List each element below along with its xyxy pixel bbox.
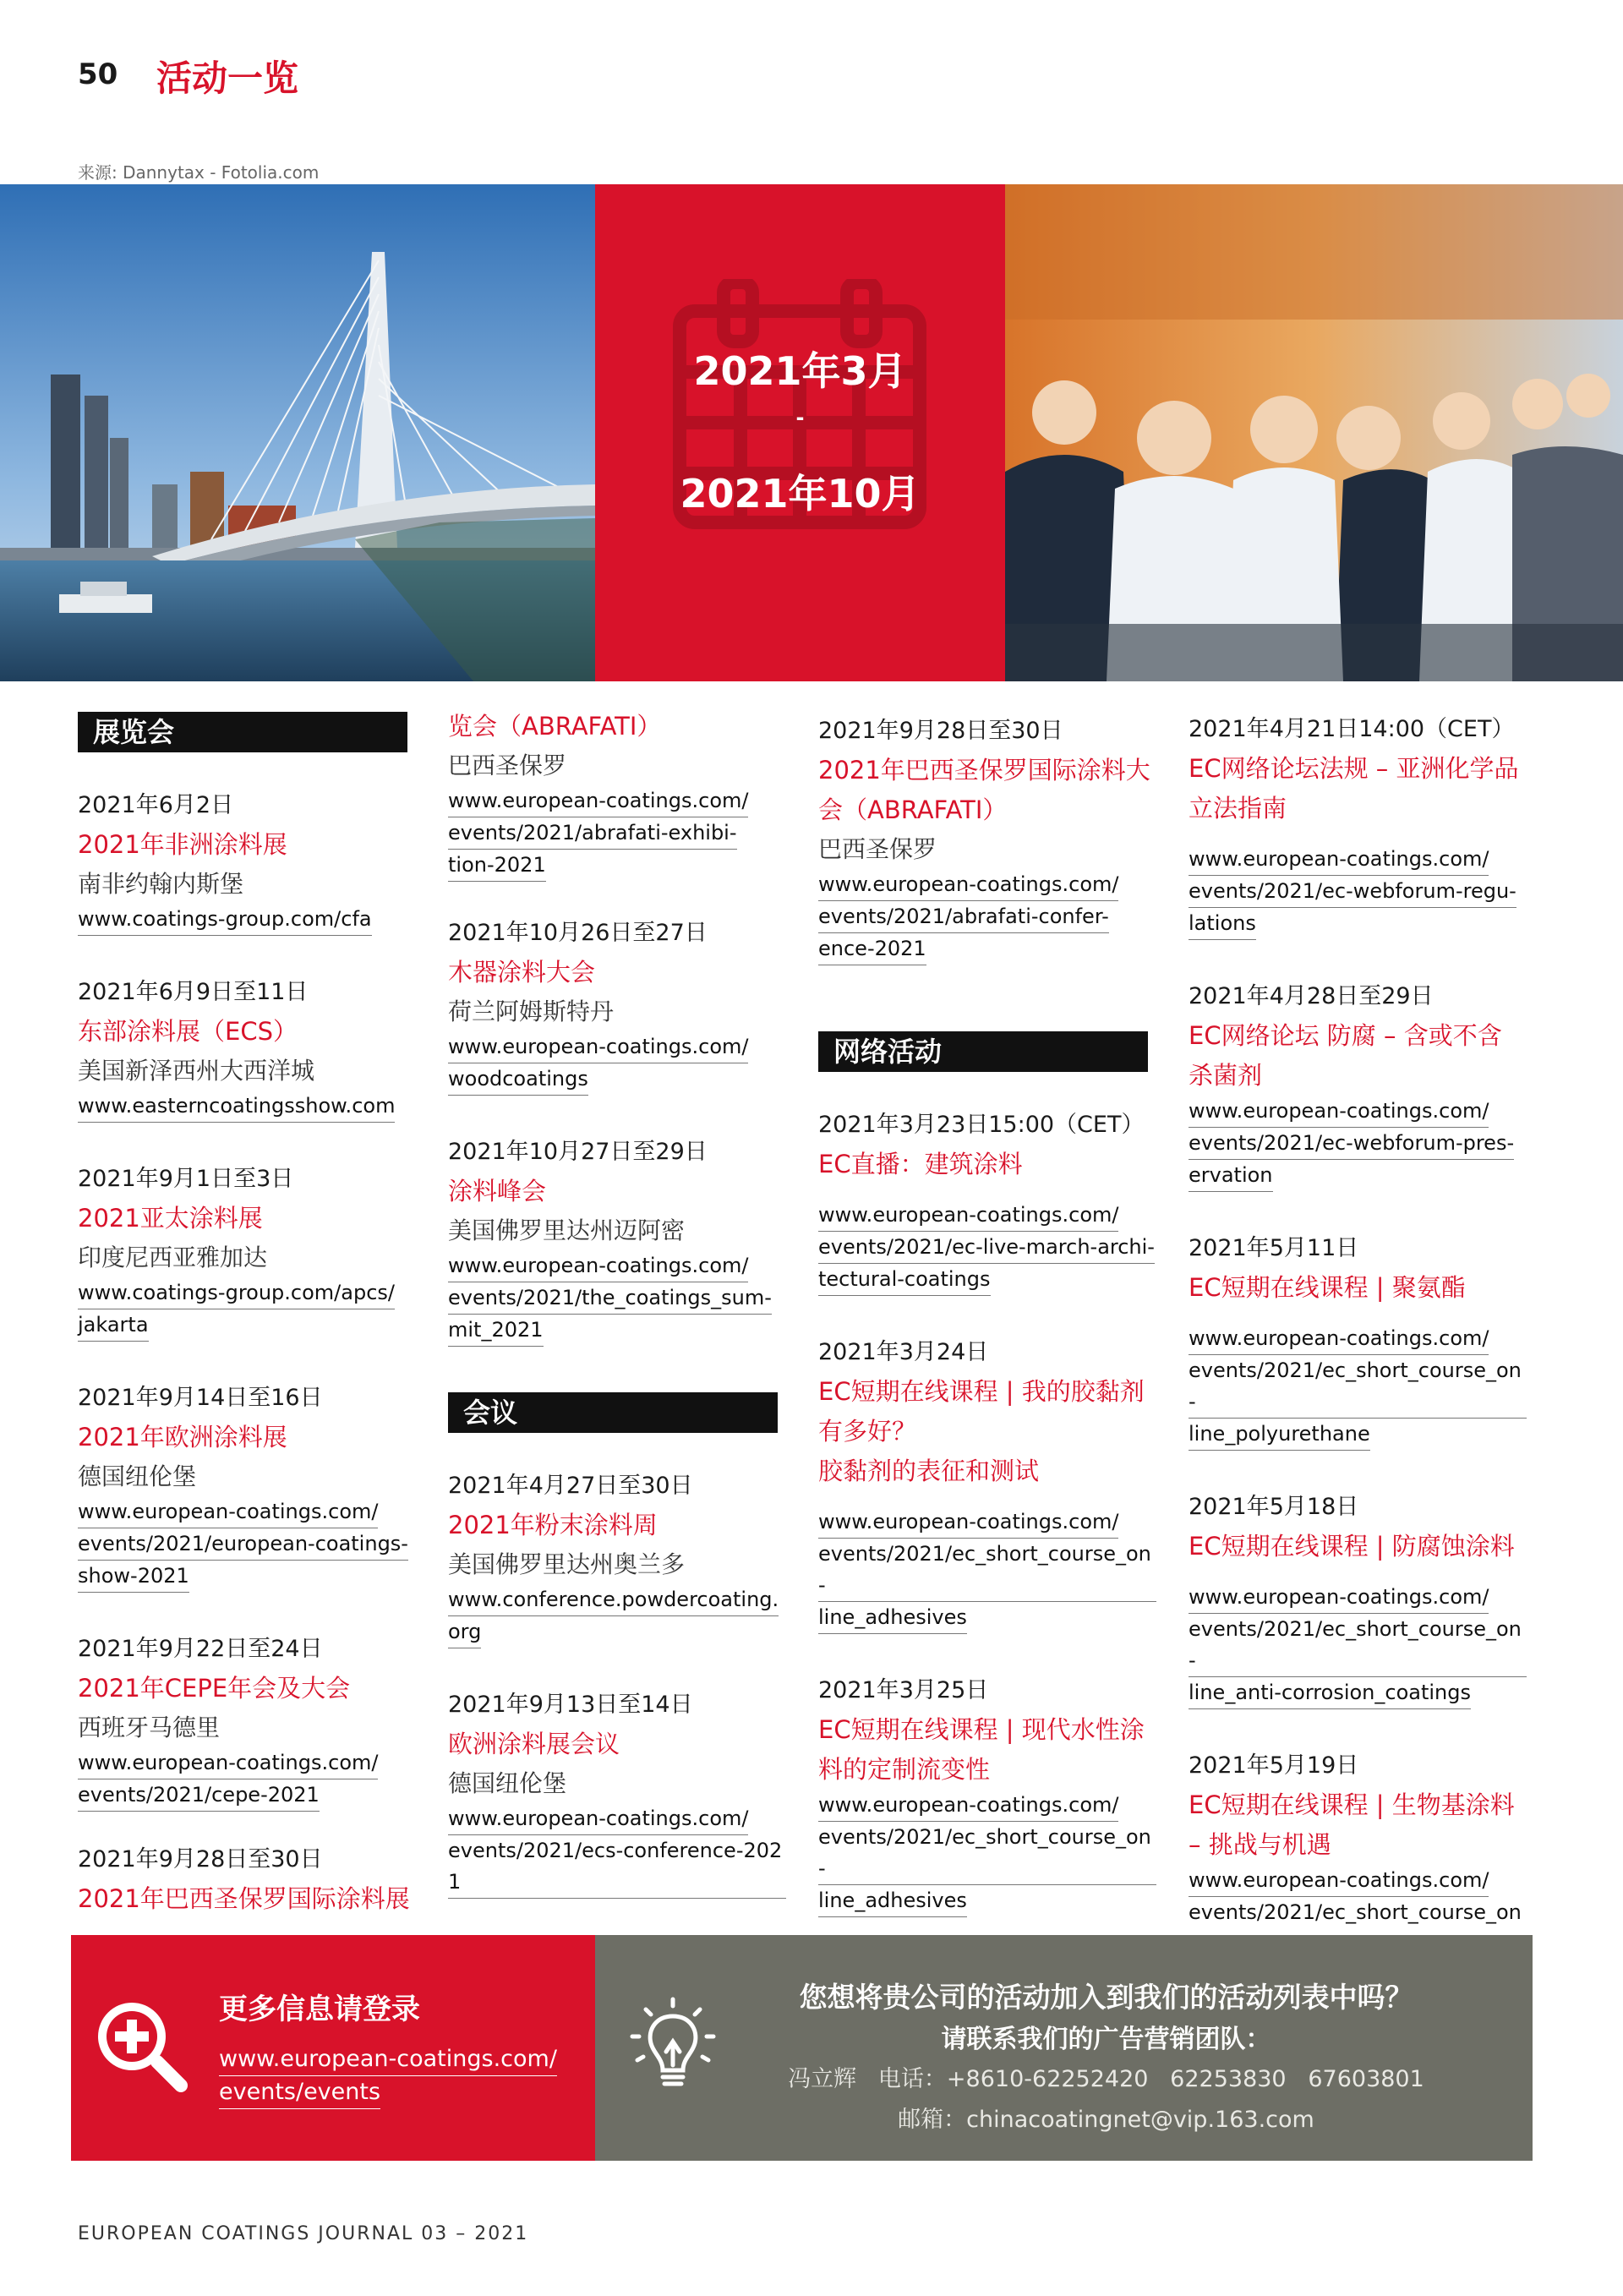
event-title: EC短期在线课程 | 生物基涂料: [1189, 1790, 1515, 1819]
event-link[interactable]: www.european-coatings.com/: [1189, 1582, 1489, 1614]
event-link[interactable]: www.european-coatings.com/: [1189, 1865, 1489, 1897]
event-link[interactable]: tion-2021: [448, 850, 546, 882]
event-link[interactable]: www.european-coatings.com/: [1189, 1323, 1489, 1355]
event-date: 2021年9月28日至30日: [818, 718, 1063, 744]
event-location: 巴西圣保罗: [448, 752, 567, 779]
event-title: 会（ABRAFATI）: [818, 795, 1008, 824]
event-link[interactable]: line_polyurethane: [1189, 1419, 1370, 1451]
more-info-link-line[interactable]: events/events: [219, 2076, 380, 2109]
event-date: 2021年4月21日14:00（CET）: [1189, 716, 1515, 742]
magnifier-plus-icon: [90, 1994, 191, 2096]
event-item: [78, 1630, 416, 1812]
event-title: 东部涂料展（ECS）: [78, 1017, 298, 1046]
banner: [0, 184, 1623, 681]
event-link[interactable]: line_adhesives: [818, 1885, 967, 1917]
event-link[interactable]: www.european-coatings.com/: [818, 1790, 1118, 1822]
audience-illustration: [1005, 184, 1623, 681]
event-item: [818, 1106, 1156, 1296]
event-link[interactable]: www.european-coatings.com/: [1189, 844, 1489, 876]
event-item: [78, 1160, 416, 1342]
more-info-link-line[interactable]: www.european-coatings.com/: [219, 2043, 557, 2076]
event-title: 料的定制流变性: [818, 1755, 991, 1784]
event-location: 德国纽伦堡: [448, 1769, 567, 1797]
event-title: 涂料峰会: [448, 1177, 547, 1205]
event-item: [1189, 1229, 1527, 1451]
event-location: 荷兰阿姆斯特丹: [448, 998, 615, 1025]
event-title: EC短期在线课程 | 现代水性涂: [818, 1715, 1145, 1744]
event-item: [1189, 710, 1527, 940]
advertise-email[interactable]: 邮箱：chinacoatingnet@vip.163.com: [898, 2107, 1314, 2133]
event-item: [818, 1333, 1156, 1634]
event-location: 美国佛罗里达州奥兰多: [448, 1550, 686, 1578]
event-item: [818, 712, 1156, 965]
event-date: 2021年10月26日至27日: [448, 920, 708, 946]
event-item: [78, 1840, 416, 1919]
conference-photo: [1005, 184, 1623, 681]
event-date: 2021年9月22日至24日: [78, 1636, 323, 1662]
event-title: 览会（ABRAFATI）: [448, 712, 662, 741]
event-link[interactable]: www.coatings-group.com/cfa: [78, 904, 372, 936]
event-link[interactable]: www.european-coatings.com/: [818, 869, 1118, 901]
event-location: 德国纽伦堡: [78, 1462, 197, 1490]
event-title: EC短期在线课程 | 聚氨酯: [1189, 1273, 1466, 1302]
event-location: 西班牙马德里: [78, 1714, 221, 1741]
event-item: [818, 1671, 1156, 1917]
event-link[interactable]: www.coatings-group.com/apcs/: [78, 1277, 395, 1309]
more-info-link[interactable]: [219, 2043, 557, 2109]
date-start: 2021年3月: [693, 348, 907, 394]
advertise-contact: 请联系我们的广告营销团队：: [941, 2025, 1271, 2054]
event-link[interactable]: www.european-coatings.com/: [448, 785, 748, 817]
event-link[interactable]: www.european-coatings.com/: [448, 1031, 748, 1063]
event-date: 2021年3月25日: [818, 1677, 989, 1703]
event-title: 木器涂料大会: [448, 958, 596, 987]
event-link[interactable]: events/2021/ec_short_course_on-: [1189, 1614, 1527, 1677]
event-link[interactable]: events/2021/ecs-conference-2021: [448, 1835, 786, 1899]
event-link[interactable]: www.european-coatings.com/: [78, 1496, 378, 1528]
event-location: 美国新泽西州大西洋城: [78, 1057, 315, 1085]
event-link[interactable]: ence-2021: [818, 933, 926, 965]
event-date: 2021年6月2日: [78, 792, 234, 818]
event-date: 2021年4月28日至29日: [1189, 983, 1434, 1009]
event-link[interactable]: events/2021/ec-webforum-pres-: [1189, 1128, 1514, 1160]
date-separator: -: [795, 406, 805, 429]
event-title: EC直播：建筑涂料: [818, 1150, 1023, 1178]
event-link[interactable]: mit_2021: [448, 1315, 544, 1347]
event-title: EC短期在线课程 | 防腐蚀涂料: [1189, 1532, 1515, 1561]
event-item: [78, 786, 416, 936]
column-3: [818, 712, 1156, 1917]
event-link[interactable]: www.european-coatings.com/: [448, 1250, 748, 1282]
event-link[interactable]: tectural-coatings: [818, 1264, 991, 1296]
event-link[interactable]: line_adhesives: [818, 1602, 967, 1634]
event-link[interactable]: www.european-coatings.com/: [78, 1747, 378, 1779]
advertise-box: [595, 1935, 1533, 2161]
section-header-online-events: 网络活动: [818, 1031, 1148, 1072]
event-title: 2021年巴西圣保罗国际涂料展: [78, 1884, 410, 1913]
event-link[interactable]: events/2021/ec_short_course_on-: [818, 1539, 1156, 1602]
event-title: EC网络论坛 防腐 – 含或不含: [1189, 1021, 1502, 1050]
event-title: 2021年CEPE年会及大会: [78, 1674, 351, 1703]
event-date: 2021年5月19日: [1189, 1752, 1359, 1779]
event-title: EC短期在线课程 | 我的胶黏剂: [818, 1377, 1145, 1406]
event-item: [448, 1467, 786, 1648]
event-item: [1189, 1488, 1527, 1709]
section-header-conferences: 会议: [448, 1392, 778, 1433]
event-item: [78, 1379, 416, 1593]
event-item-continued: [448, 707, 786, 882]
event-title: 2021年欧洲涂料展: [78, 1423, 287, 1451]
event-link[interactable]: ervation: [1189, 1160, 1273, 1192]
event-item: [1189, 977, 1527, 1192]
column-2: [448, 707, 786, 1899]
event-location: 美国佛罗里达州迈阿密: [448, 1216, 686, 1244]
event-link[interactable]: events/2021/abrafati-exhibi-: [448, 817, 737, 850]
event-link[interactable]: www.conference.powdercoating.: [448, 1584, 779, 1616]
event-link[interactable]: org: [448, 1616, 481, 1648]
event-title: 2021亚太涂料展: [78, 1204, 263, 1233]
event-date: 2021年3月24日: [818, 1339, 989, 1365]
column-1: [78, 712, 416, 1919]
event-link[interactable]: events/2021/ec_short_course_on: [1189, 1897, 1527, 1960]
column-4: [1189, 710, 1527, 1993]
event-link[interactable]: woodcoatings: [448, 1063, 588, 1096]
section-header-exhibitions: 展览会: [78, 712, 407, 752]
event-location: 印度尼西亚雅加达: [78, 1244, 268, 1271]
image-credit: 来源: Dannytax - Fotolia.com: [78, 162, 320, 183]
event-link[interactable]: events/2021/ec_short_course_on-: [1189, 1355, 1527, 1419]
event-link[interactable]: www.easterncoatingsshow.com: [78, 1091, 395, 1123]
page-title: 活动一览: [156, 57, 299, 99]
event-title: – 挑战与机遇: [1189, 1830, 1331, 1859]
event-title: 2021年非洲涂料展: [78, 830, 287, 859]
event-item: [78, 973, 416, 1123]
event-title: 有多好？: [818, 1417, 917, 1446]
journal-footer: EUROPEAN COATINGS JOURNAL 03 – 2021: [78, 2223, 529, 2244]
advertise-question: 您想将贵公司的活动加入到我们的活动列表中吗？: [799, 1981, 1413, 2014]
event-date: 2021年9月28日至30日: [78, 1846, 323, 1872]
event-link[interactable]: show-2021: [78, 1561, 189, 1593]
event-title: 胶黏剂的表征和测试: [818, 1457, 1040, 1485]
event-item: [448, 914, 786, 1096]
event-date: 2021年6月9日至11日: [78, 979, 309, 1005]
event-link[interactable]: jakarta: [78, 1309, 149, 1342]
event-location: 巴西圣保罗: [818, 835, 937, 863]
bridge-illustration: [0, 184, 595, 681]
event-link[interactable]: line_anti-corrosion_coatings: [1189, 1677, 1471, 1709]
event-location: 南非约翰内斯堡: [78, 870, 244, 898]
event-title: 欧洲涂料展会议: [448, 1730, 620, 1758]
event-link[interactable]: events/2021/abrafati-confer-: [818, 901, 1109, 933]
advertise-phone: 冯立辉 电话：+8610-62252420 62253830 67603801: [788, 2066, 1424, 2092]
event-date: 2021年9月14日至16日: [78, 1385, 323, 1411]
event-link[interactable]: events/2021/ec-live-march-archi-: [818, 1232, 1155, 1264]
event-link[interactable]: www.european-coatings.com/: [1189, 1096, 1489, 1128]
event-date: 2021年4月27日至30日: [448, 1473, 693, 1499]
page-number: 50: [78, 57, 118, 91]
event-link[interactable]: events/2021/the_coatings_sum-: [448, 1282, 772, 1315]
event-link[interactable]: events/2021/ec_short_course_on-: [818, 1822, 1156, 1885]
event-title: 2021年粉末涂料周: [448, 1511, 658, 1539]
event-title: 杀菌剂: [1189, 1061, 1263, 1090]
event-title: EC网络论坛法规 – 亚洲化学品: [1189, 754, 1519, 783]
date-end: 2021年10月: [680, 471, 921, 517]
event-item: [448, 1133, 786, 1347]
event-link[interactable]: www.european-coatings.com/: [818, 1506, 1118, 1539]
event-date: 2021年3月23日15:00（CET）: [818, 1112, 1145, 1138]
event-link[interactable]: events/2021/ec-webforum-regu-: [1189, 876, 1516, 908]
event-item: [448, 1686, 786, 1899]
event-date: 2021年9月13日至14日: [448, 1692, 693, 1718]
date-range-panel: [595, 184, 1005, 681]
bridge-photo: [0, 184, 595, 681]
event-link[interactable]: lations: [1189, 908, 1256, 940]
event-link[interactable]: events/2021/european-coatings-: [78, 1528, 408, 1561]
more-info-title: 更多信息请登录: [219, 1993, 420, 2026]
event-date: 2021年9月1日至3日: [78, 1166, 294, 1192]
event-link[interactable]: www.european-coatings.com/: [818, 1200, 1118, 1232]
event-title: 立法指南: [1189, 794, 1287, 823]
event-title: 2021年巴西圣保罗国际涂料大: [818, 756, 1150, 784]
event-date: 2021年5月11日: [1189, 1235, 1359, 1261]
more-info-box: [71, 1935, 595, 2161]
event-link[interactable]: events/2021/cepe-2021: [78, 1779, 320, 1812]
event-date: 2021年5月18日: [1189, 1494, 1359, 1520]
event-date: 2021年10月27日至29日: [448, 1139, 708, 1165]
event-link[interactable]: www.european-coatings.com/: [448, 1803, 748, 1835]
